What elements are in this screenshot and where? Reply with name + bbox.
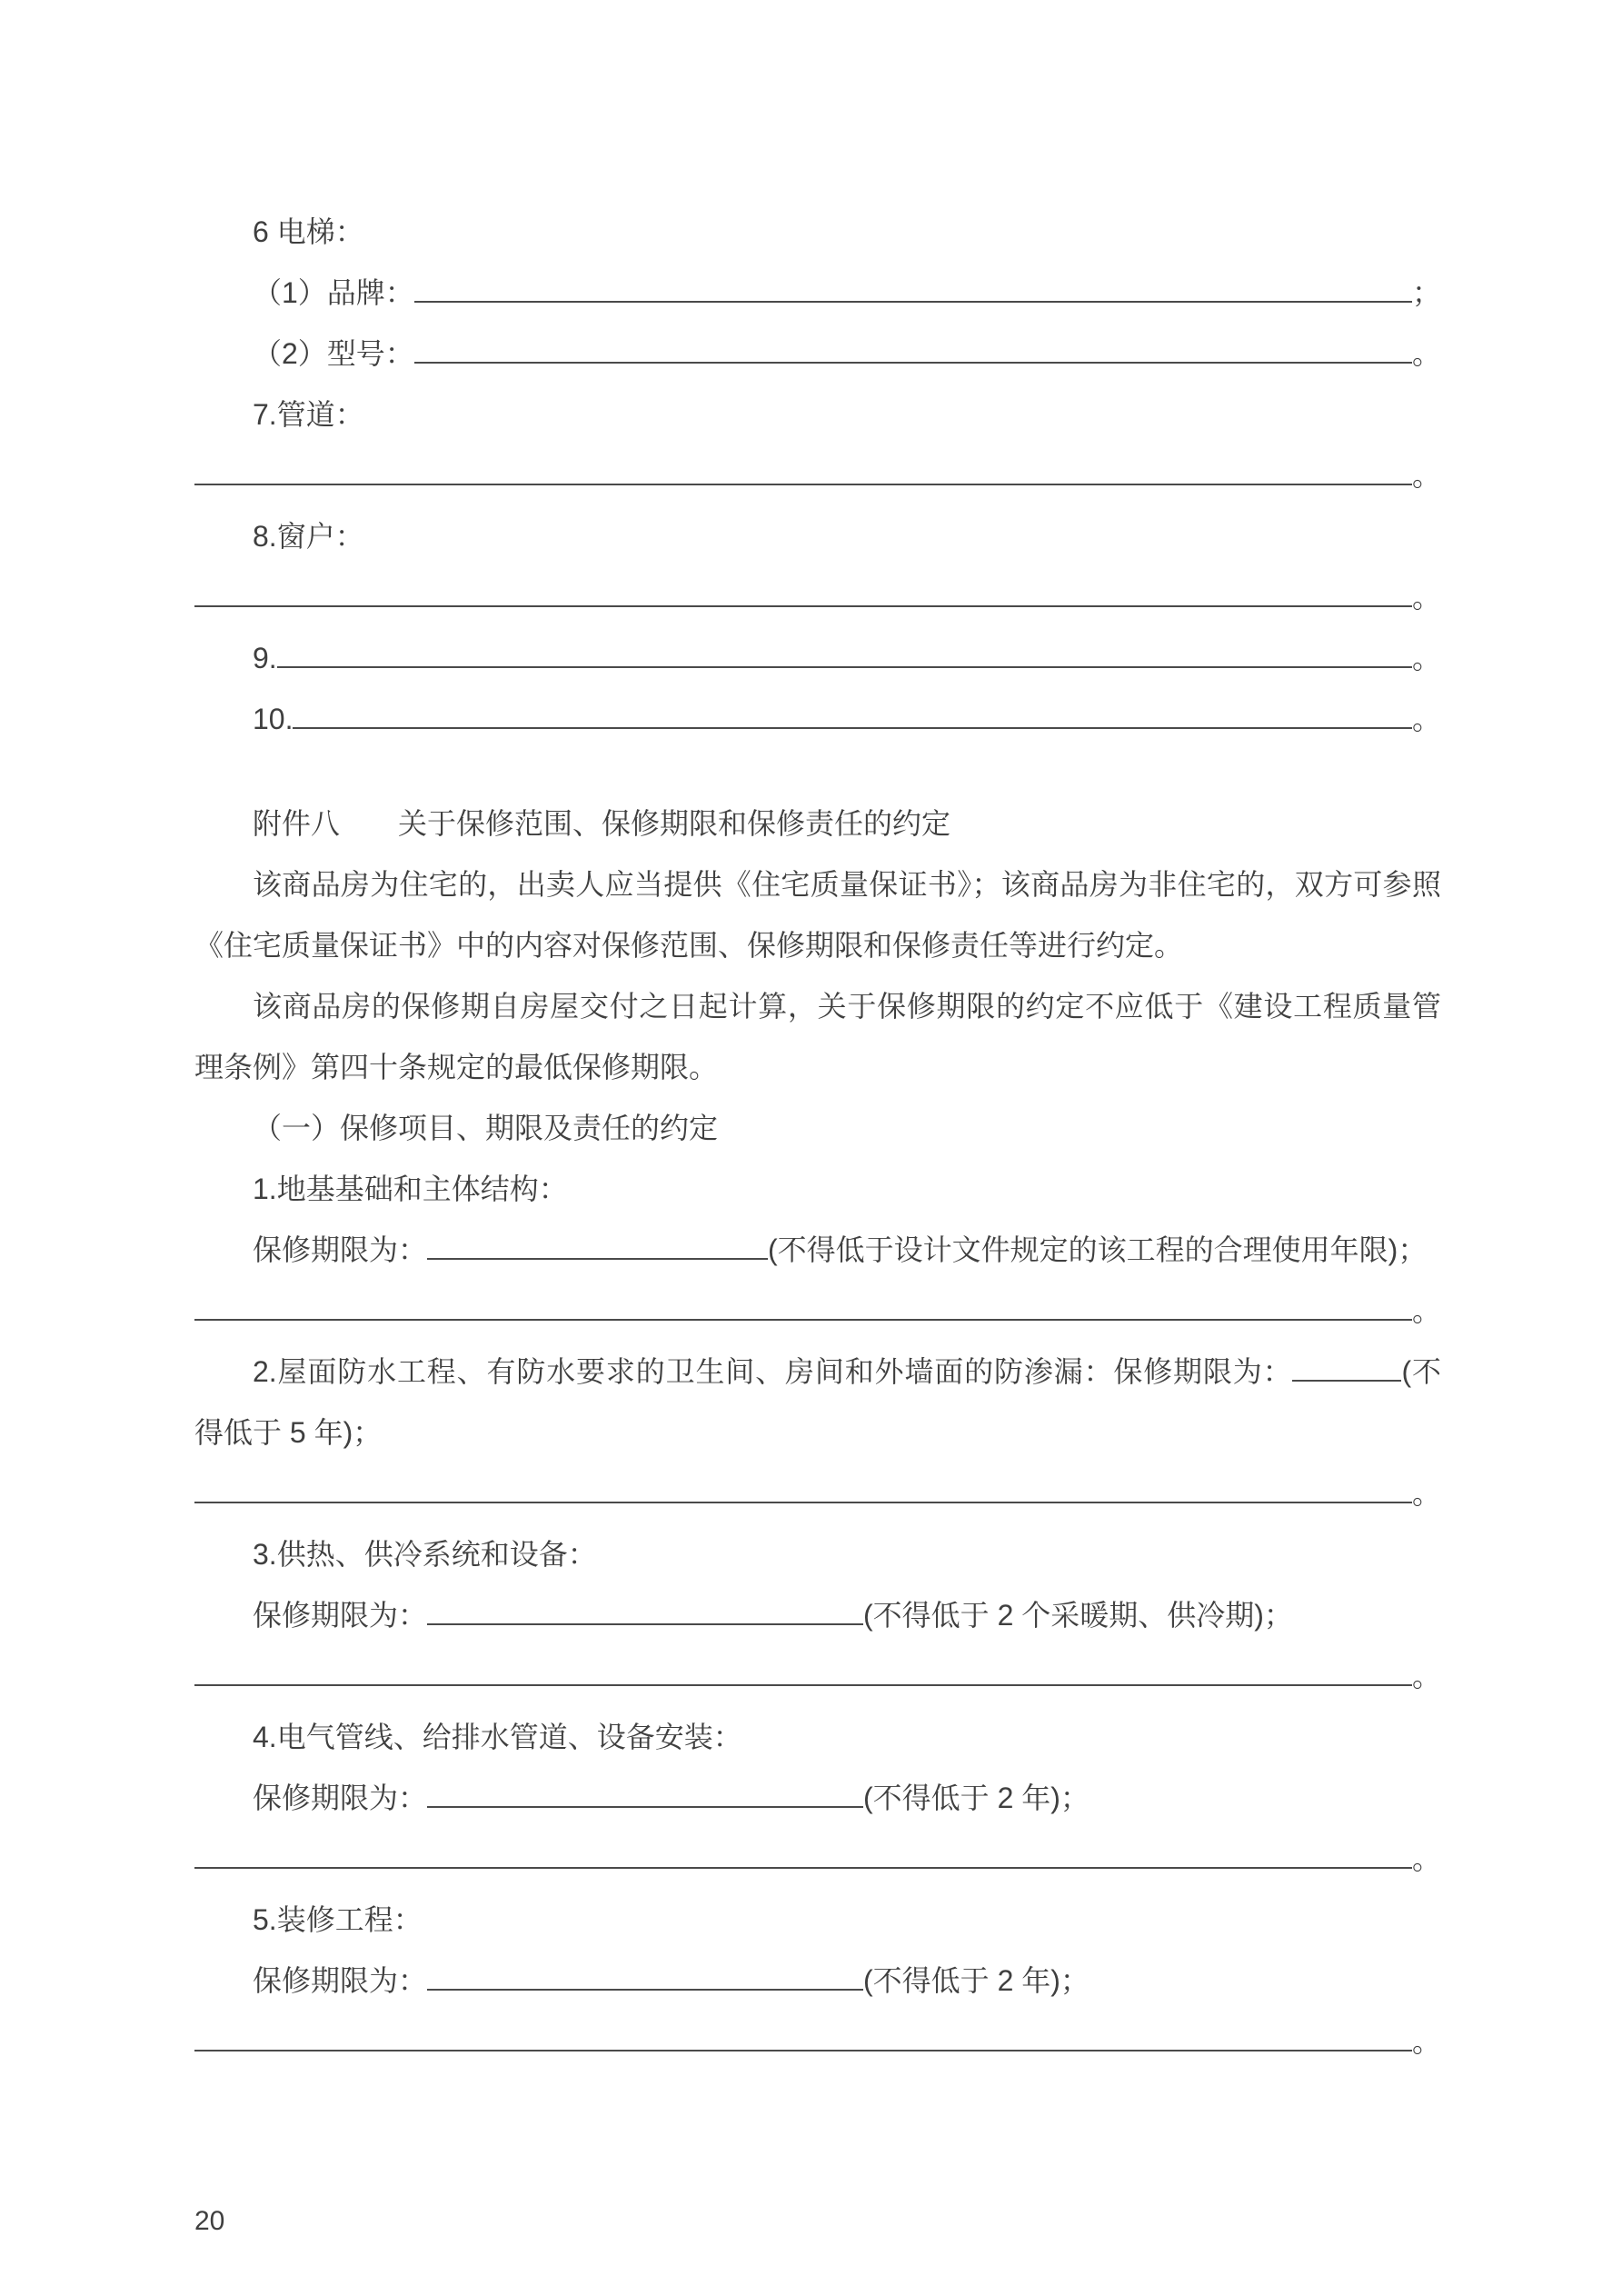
warranty-period-blank [1292, 1380, 1401, 1382]
warranty-period-blank [427, 1806, 863, 1808]
warranty-period-note: (不得低于 2 年)； [863, 1964, 1090, 1997]
appendix-subheading [194, 1098, 1441, 1159]
warranty-item-5-title [194, 1890, 1441, 1951]
warranty-item-1-answer-row [194, 1281, 1441, 1342]
appendix-8-title-text: 附件八 关于保修范围、保修期限和保修责任的约定 [253, 807, 951, 840]
warranty-item-2-lead: 2.屋面防水工程、有防水要求的卫生间、房间和外墙面的防渗漏：保修期限为： [253, 1355, 1293, 1388]
warranty-period-label: 保修期限为： [253, 1782, 428, 1814]
appendix-paragraph-2: 该商品房的保修期自房屋交付之日起计算，关于保修期限的约定不应低于《建设工程质量管理条例》第四十条规定的最低保修期限。 [194, 990, 1441, 1083]
item-10-end-punct: 。 [1411, 703, 1441, 735]
item-7-blank [194, 484, 1412, 485]
item-7-answer-row [194, 445, 1441, 506]
warranty-item-2-answer-blank [194, 1502, 1412, 1503]
line-end-punct: 。 [1411, 1842, 1441, 1875]
warranty-item-1-answer-blank [194, 1319, 1412, 1321]
warranty-period-note: (不得低于 2 年)； [863, 1782, 1090, 1814]
elevator-brand-row [194, 263, 1441, 324]
warranty-item-3-answer-row [194, 1646, 1441, 1707]
warranty-item-1-title-text: 1.地基基础和主体结构： [253, 1173, 568, 1205]
item-8-blank [194, 605, 1412, 607]
brand-blank [414, 301, 1412, 303]
warranty-item-3-title-text: 3.供热、供冷系统和设备： [253, 1538, 597, 1571]
warranty-item-5-period-row [194, 1951, 1441, 2011]
warranty-period-note: (不得低于 5 年)； [194, 1355, 1441, 1449]
item-8-windows-title [194, 506, 1441, 567]
document-content [194, 202, 1441, 2072]
item-8-answer-row [194, 567, 1441, 628]
model-end-punct: 。 [1411, 337, 1441, 370]
warranty-item-1-title [194, 1159, 1441, 1220]
warranty-period-blank [427, 1258, 768, 1260]
warranty-item-3-answer-blank [194, 1684, 1412, 1686]
brand-label: （1）品牌： [253, 276, 414, 309]
warranty-item-1-period-row [194, 1220, 1441, 1281]
page-number: 20 [194, 2206, 225, 2236]
item-6-elevator-title [194, 202, 1441, 263]
warranty-period-label: 保修期限为： [253, 1599, 428, 1632]
item-9-row [194, 628, 1441, 689]
warranty-period-label: 保修期限为： [253, 1233, 428, 1266]
warranty-period-blank [427, 1623, 863, 1625]
warranty-item-3-title [194, 1524, 1441, 1585]
warranty-item-4-answer-row [194, 1829, 1441, 1890]
item-6-label: 6 电梯： [253, 215, 364, 248]
appendix-8-title [194, 794, 1441, 854]
warranty-period-blank [427, 1989, 863, 1991]
item-7-label: 7.管道： [253, 398, 364, 431]
warranty-period-label: 保修期限为： [253, 1964, 428, 1997]
warranty-item-5-answer-row [194, 2011, 1441, 2072]
warranty-item-2-paragraph [194, 1342, 1441, 1463]
model-blank [414, 362, 1412, 364]
item-9-blank [277, 666, 1412, 668]
item-9-label: 9. [253, 642, 277, 674]
line-end-punct: 。 [1411, 1294, 1441, 1327]
item-9-end-punct: 。 [1411, 642, 1441, 674]
warranty-item-5-title-text: 5.装修工程： [253, 1903, 423, 1936]
warranty-item-4-answer-blank [194, 1867, 1412, 1869]
appendix-subheading-text: （一）保修项目、期限及责任的约定 [253, 1112, 719, 1144]
brand-end-punct: ； [1411, 276, 1441, 309]
item-7-pipes-title [194, 384, 1441, 445]
item-8-label: 8.窗户： [253, 520, 364, 553]
warranty-period-note: (不得低于 2 个采暖期、供冷期)； [863, 1599, 1293, 1632]
item-8-end-punct: 。 [1411, 581, 1441, 614]
warranty-item-2-answer-row [194, 1463, 1441, 1524]
model-label: （2）型号： [253, 337, 414, 370]
warranty-item-3-period-row [194, 1585, 1441, 1646]
item-10-label: 10. [253, 703, 294, 735]
warranty-item-4-title-text: 4.电气管线、给排水管道、设备安装： [253, 1721, 742, 1753]
line-end-punct: 。 [1411, 1660, 1441, 1692]
elevator-model-row [194, 324, 1441, 384]
item-10-row [194, 689, 1441, 750]
warranty-item-5-answer-blank [194, 2050, 1412, 2051]
item-7-end-punct: 。 [1411, 459, 1441, 492]
warranty-period-note: (不得低于设计文件规定的该工程的合理使用年限)； [768, 1233, 1428, 1266]
appendix-paragraph-1: 该商品房为住宅的，出卖人应当提供《住宅质量保证书》；该商品房为非住宅的，双方可参照《住宅质量保证书》中的内容对保修范围、保修期限和保修责任等进行约定。 [194, 868, 1441, 962]
line-end-punct: 。 [1411, 2025, 1441, 2058]
warranty-item-4-period-row [194, 1768, 1441, 1829]
line-end-punct: 。 [1411, 1477, 1441, 1510]
item-10-blank [293, 727, 1412, 729]
warranty-item-4-title [194, 1707, 1441, 1768]
